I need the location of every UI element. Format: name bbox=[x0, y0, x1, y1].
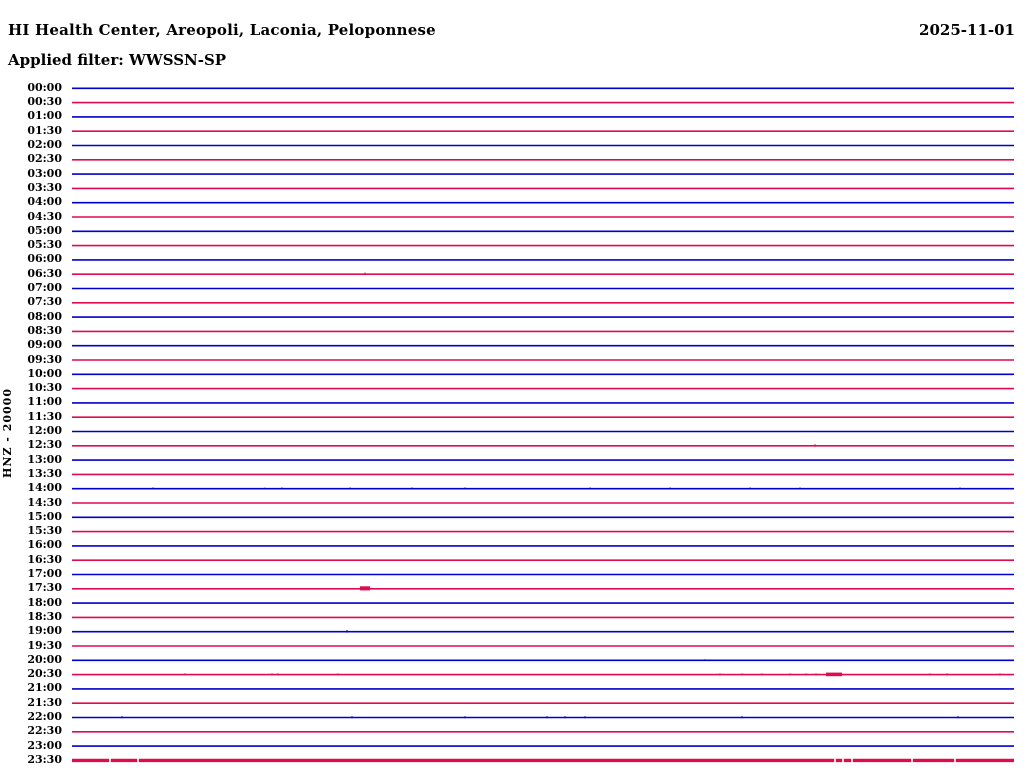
channel-scale-label: HNZ - 20000 bbox=[1, 388, 14, 478]
time-label-03:30: 03:30 bbox=[27, 180, 62, 194]
time-label-04:00: 04:00 bbox=[27, 195, 62, 209]
time-label-21:30: 21:30 bbox=[27, 695, 62, 709]
seismic-burst bbox=[826, 673, 842, 677]
time-label-06:30: 06:30 bbox=[27, 266, 62, 280]
time-label-20:00: 20:00 bbox=[27, 652, 62, 666]
time-label-10:30: 10:30 bbox=[27, 381, 62, 395]
time-label-18:00: 18:00 bbox=[27, 595, 62, 609]
time-label-23:30: 23:30 bbox=[27, 752, 62, 766]
trace-row-19:00 bbox=[72, 630, 1014, 632]
time-label-14:00: 14:00 bbox=[27, 481, 62, 495]
time-label-09:30: 09:30 bbox=[27, 352, 62, 366]
date-label: 2025-11-01 bbox=[919, 21, 1015, 39]
time-label-23:00: 23:00 bbox=[27, 738, 62, 752]
time-label-20:30: 20:30 bbox=[27, 667, 62, 681]
trace-row-22:00 bbox=[72, 716, 1014, 718]
time-label-22:30: 22:30 bbox=[27, 724, 62, 738]
trace-row-23:30 bbox=[72, 758, 1014, 762]
time-label-16:00: 16:00 bbox=[27, 538, 62, 552]
time-label-18:30: 18:30 bbox=[27, 609, 62, 623]
time-label-16:30: 16:30 bbox=[27, 552, 62, 566]
time-label-12:00: 12:00 bbox=[27, 424, 62, 437]
time-label-13:00: 13:00 bbox=[27, 452, 62, 466]
time-label-06:00: 06:00 bbox=[27, 252, 62, 266]
time-label-12:30: 12:30 bbox=[27, 438, 62, 452]
time-label-11:30: 11:30 bbox=[27, 409, 62, 423]
trace-row-20:00 bbox=[72, 659, 1014, 661]
time-label-03:00: 03:00 bbox=[27, 166, 62, 180]
page-title: HI Health Center, Areopoli, Laconia, Peloponnese bbox=[8, 21, 436, 39]
trace-row-17:30 bbox=[72, 586, 1014, 590]
trace-row-06:30 bbox=[72, 273, 1014, 275]
time-label-04:30: 04:30 bbox=[27, 209, 62, 223]
time-label-08:30: 08:30 bbox=[27, 323, 62, 337]
time-label-00:30: 00:30 bbox=[27, 95, 62, 109]
time-label-09:00: 09:00 bbox=[27, 338, 62, 352]
time-label-15:00: 15:00 bbox=[27, 509, 62, 523]
time-label-22:00: 22:00 bbox=[27, 710, 62, 723]
time-label-14:30: 14:30 bbox=[27, 495, 62, 509]
trace-row-14:00 bbox=[72, 488, 1014, 490]
time-label-01:30: 01:30 bbox=[27, 123, 62, 137]
time-label-13:30: 13:30 bbox=[27, 466, 62, 480]
filter-label: Applied filter: WWSSN-SP bbox=[8, 51, 227, 69]
time-label-02:30: 02:30 bbox=[27, 152, 62, 166]
time-label-19:00: 19:00 bbox=[27, 624, 62, 638]
trace-row-20:30 bbox=[72, 673, 1014, 677]
time-label-15:30: 15:30 bbox=[27, 524, 62, 538]
time-label-08:00: 08:00 bbox=[27, 309, 62, 323]
time-label-07:30: 07:30 bbox=[27, 295, 62, 309]
time-label-10:00: 10:00 bbox=[27, 366, 62, 380]
time-label-00:00: 00:00 bbox=[27, 80, 62, 94]
time-label-01:00: 01:00 bbox=[27, 109, 62, 123]
seismic-burst bbox=[360, 586, 370, 590]
time-label-17:30: 17:30 bbox=[27, 581, 62, 595]
time-label-21:00: 21:00 bbox=[27, 681, 62, 695]
time-label-17:00: 17:00 bbox=[27, 567, 62, 580]
time-label-05:00: 05:00 bbox=[27, 223, 62, 237]
time-label-19:30: 19:30 bbox=[27, 638, 62, 652]
time-label-02:00: 02:00 bbox=[27, 138, 62, 151]
time-label-05:30: 05:30 bbox=[27, 238, 62, 252]
time-label-11:00: 11:00 bbox=[27, 395, 62, 409]
trace-row-12:30 bbox=[72, 444, 1014, 446]
time-label-07:00: 07:00 bbox=[27, 281, 62, 294]
